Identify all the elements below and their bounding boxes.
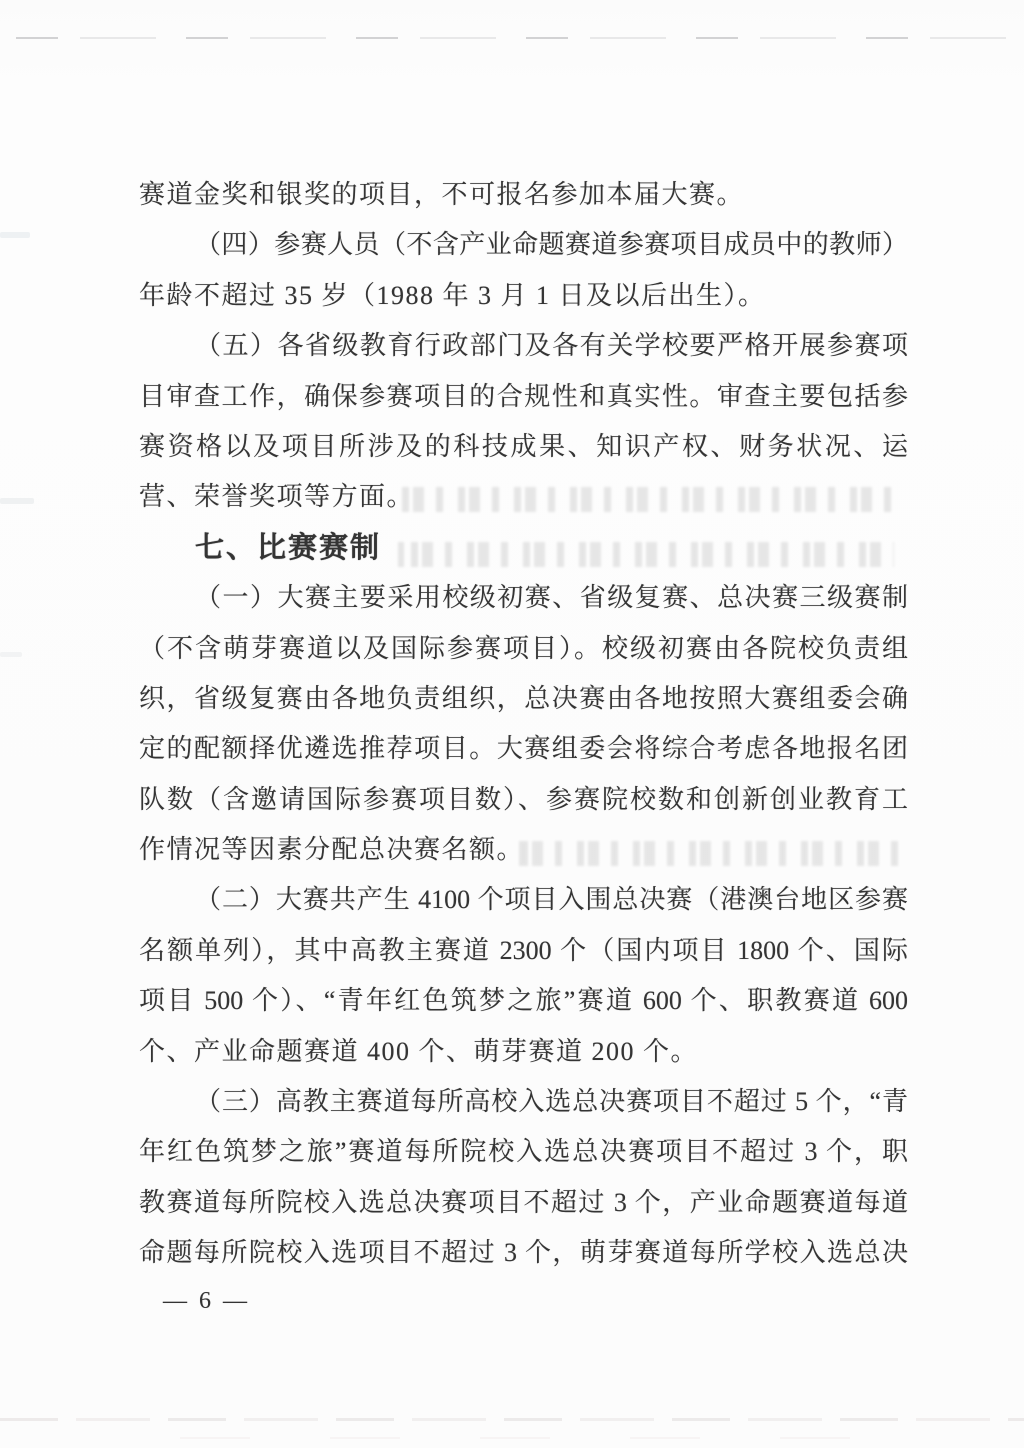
ink-bleed-artifact — [402, 487, 894, 512]
scan-edge-smudge — [0, 232, 30, 238]
text-line: 个、产业命题赛道 400 个、萌芽赛道 200 个。 — [139, 1036, 699, 1066]
text-line: 赛资格以及项目所涉及的科技成果、知识产权、财务状况、运 — [139, 431, 908, 461]
scan-edge-smudge — [0, 498, 34, 504]
scan-edge-smudge — [0, 652, 22, 657]
text-line: 作情况等因素分配总决赛名额。 — [139, 835, 525, 865]
text-line: 织，省级复赛由各地负责组织，总决赛由各地按照大赛组委会确 — [139, 683, 908, 713]
text-line: 教赛道每所院校入选总决赛项目不超过 3 个，产业命题赛道每道 — [139, 1187, 908, 1217]
text-line: 名额单列），其中高教主赛道 2300 个（国内项目 1800 个、国际 — [139, 935, 908, 965]
text-line: 定的配额择优遴选推荐项目。大赛组委会将综合考虑各地报名团 — [139, 734, 908, 764]
text-line: 年龄不超过 35 岁（1988 年 3 月 1 日及以后出生）。 — [139, 280, 766, 310]
document-body — [139, 170, 908, 1279]
text-line: 队数（含邀请国际参赛项目数）、参赛院校数和创新创业教育工 — [139, 784, 908, 814]
ink-bleed-artifact — [398, 542, 894, 567]
text-line: 年红色筑梦之旅”赛道每所院校入选总决赛项目不超过 3 个，职 — [139, 1137, 908, 1167]
text-line: （二）大赛共产生 4100 个项目入围总决赛（港澳台地区参赛 — [195, 885, 908, 915]
text-line: 七、比赛赛制 — [195, 531, 382, 564]
text-line: （不含萌芽赛道以及国际参赛项目）。校级初赛由各院校负责组 — [139, 633, 908, 663]
text-line: 营、荣誉奖项等方面。 — [139, 482, 415, 512]
page-number: — 6 — — [163, 1288, 250, 1314]
text-line: 项目 500 个）、“青年红色筑梦之旅”赛道 600 个、职教赛道 600 — [139, 986, 908, 1016]
text-line: （四）参赛人员（不含产业命题赛道参赛项目成员中的教师） — [195, 230, 908, 260]
scan-artifact-top-line — [16, 37, 1008, 39]
text-line: 目审查工作，确保参赛项目的合规性和真实性。审查主要包括参 — [139, 381, 908, 411]
ink-bleed-artifact — [514, 841, 908, 866]
text-line: （一）大赛主要采用校级初赛、省级复赛、总决赛三级赛制 — [195, 583, 908, 613]
scan-artifact-bottom-line — [0, 1418, 1024, 1421]
text-line: （五）各省级教育行政部门及各有关学校要严格开展参赛项 — [195, 331, 908, 361]
text-line: （三）高教主赛道每所高校入选总决赛项目不超过 5 个，“青 — [195, 1087, 908, 1117]
text-line: 赛道金奖和银奖的项目，不可报名参加本届大赛。 — [139, 180, 745, 209]
text-line: 命题每所院校入选项目不超过 3 个，萌芽赛道每所学校入选总决 — [139, 1238, 908, 1268]
